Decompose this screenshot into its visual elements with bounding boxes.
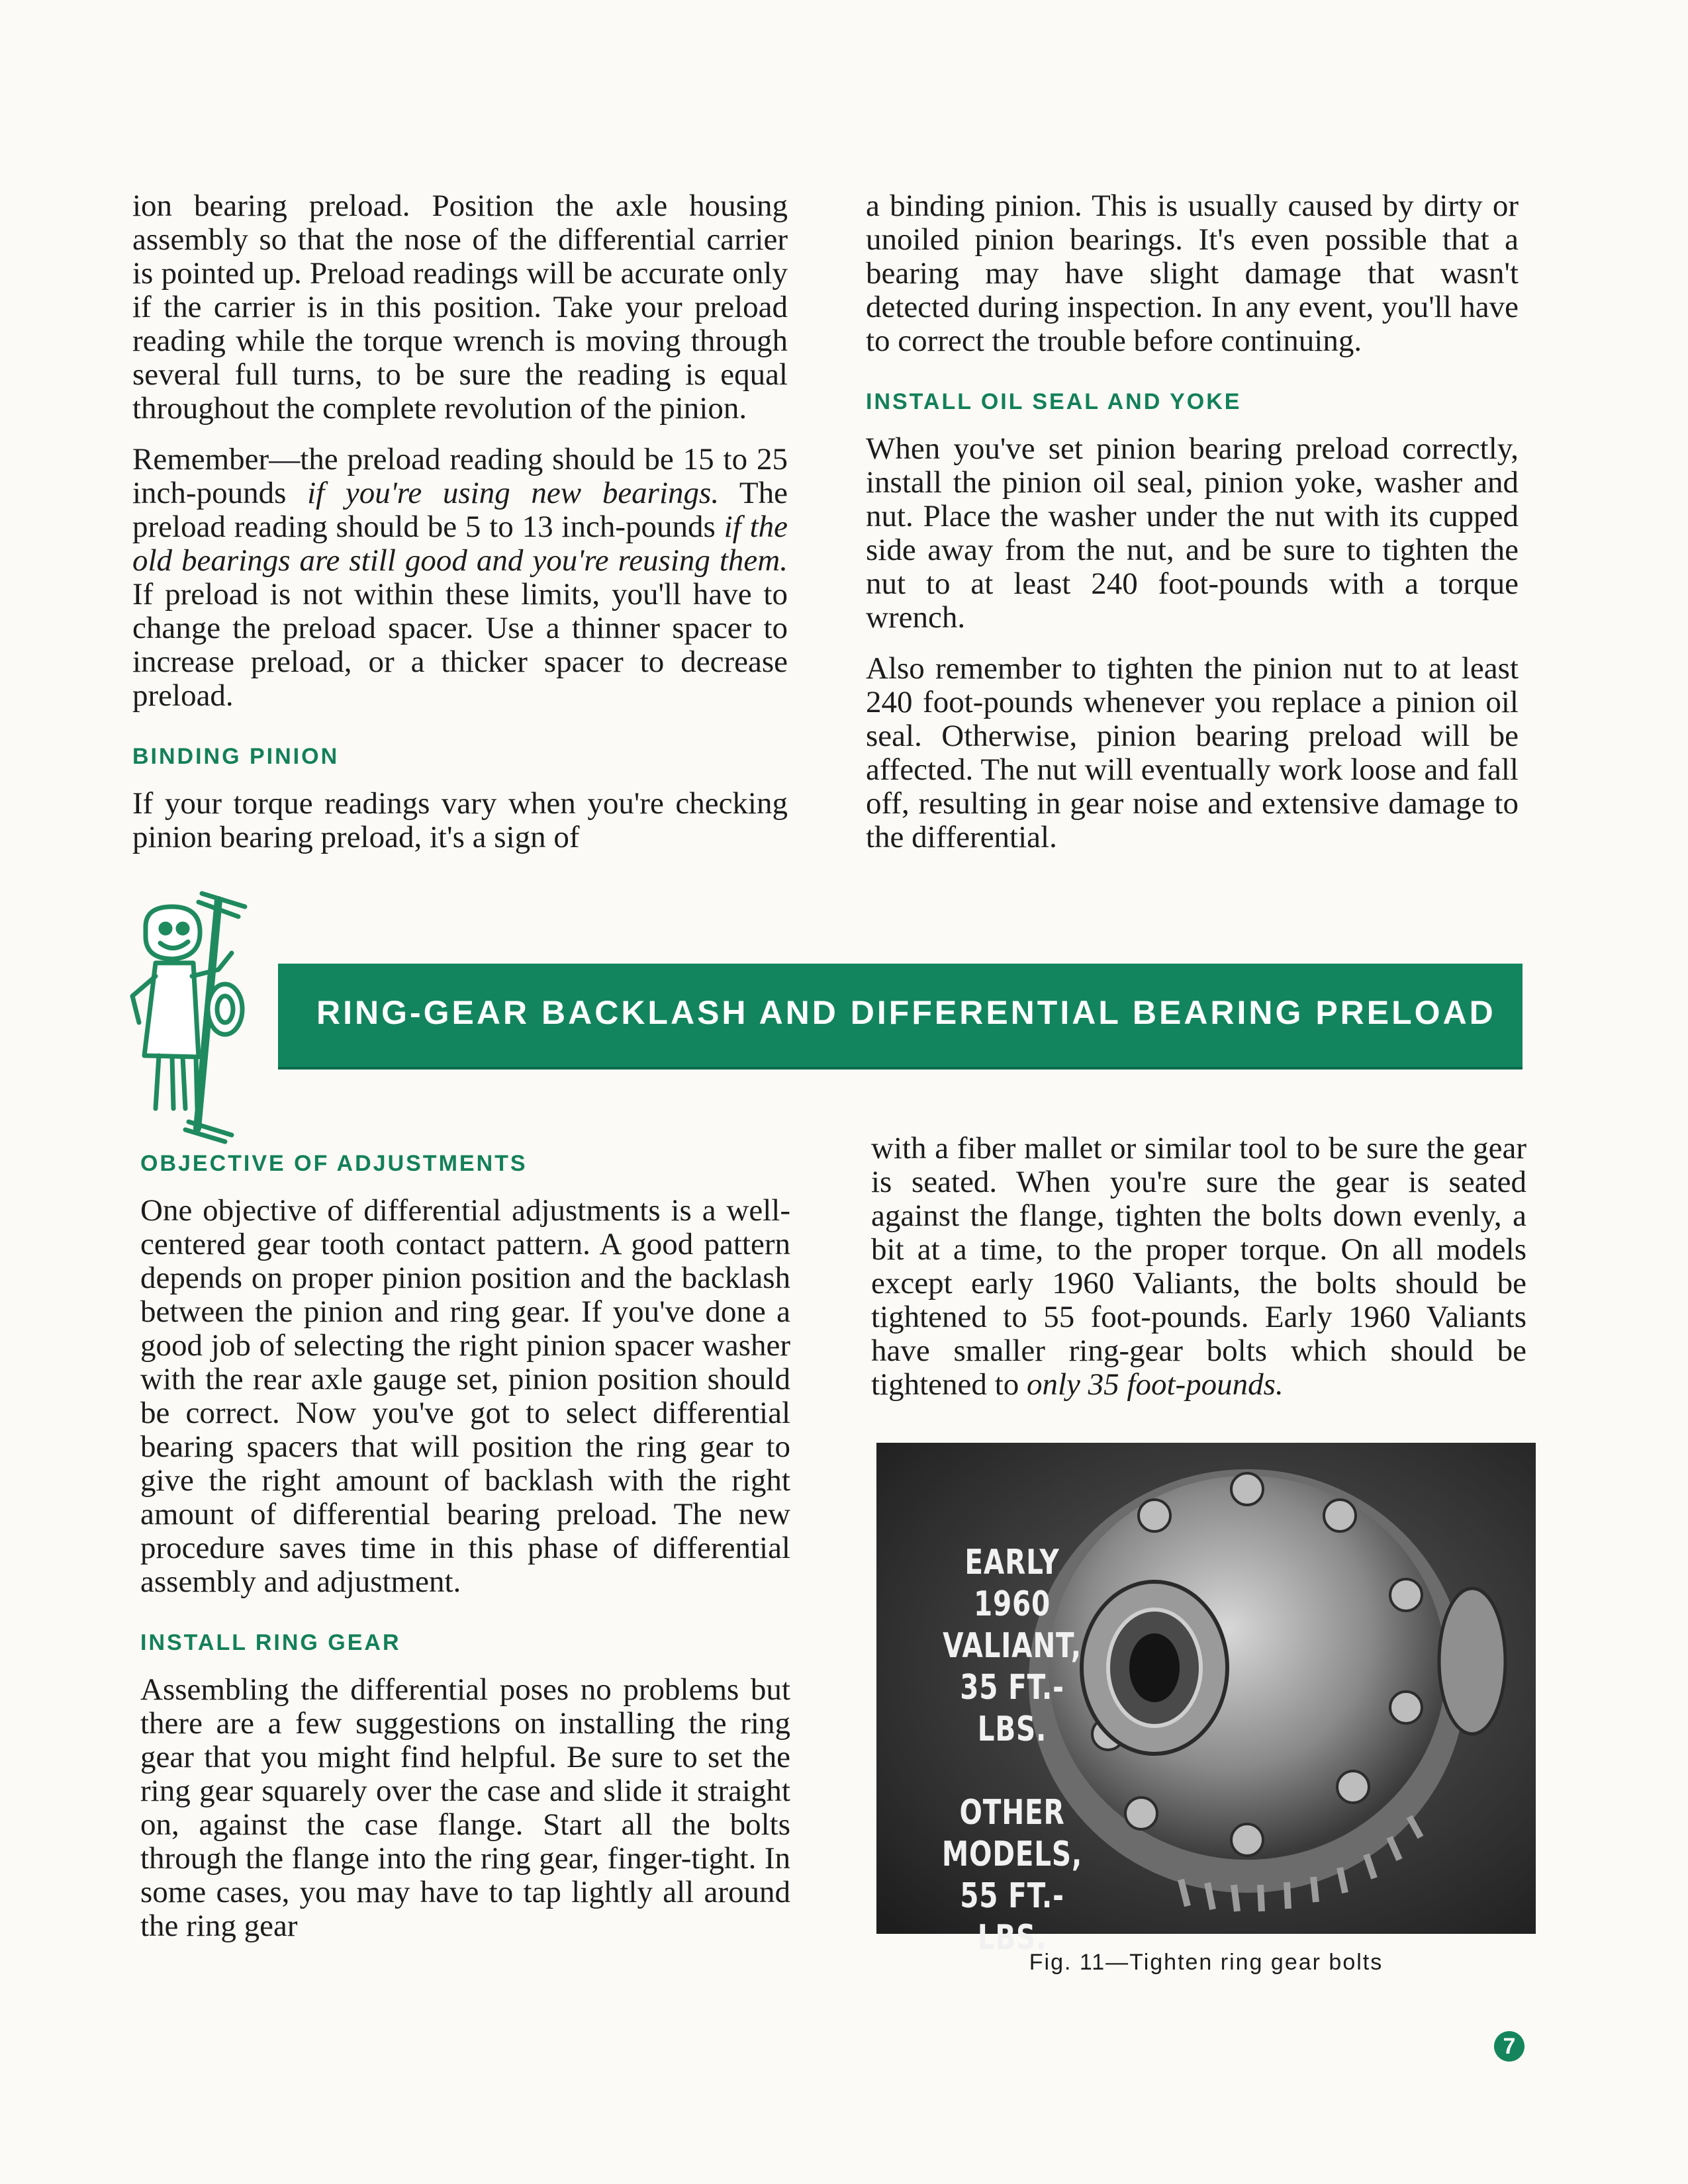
bottom-right-column <box>871 1132 1526 1402</box>
paragraph: Assembling the differential poses no problems but there are a few suggestions on installing the ring gear that you might find helpful. Be sure to set the ring gear squarely over the case and slide it straight on, against the case flange. Start all the bolts through the flange into the ring gear, finger-tight. In some cases, you may have to tap lightly all around the ring gear <box>140 1672 790 1943</box>
paragraph: If your torque readings vary when you're checking pinion bearing preload, it's a sign of <box>132 786 788 854</box>
heading-binding-pinion: BINDING PINION <box>132 744 340 769</box>
text-run: If preload is not within these limits, you'll have to change the preload spacer. Use a thinner spacer to increase preload, or a thicker spacer to decrease preload. <box>132 577 788 713</box>
text-run: Remember—the preload reading should be 15 to 25 inch-pounds <box>132 442 788 510</box>
paragraph-preload-limits <box>132 443 788 713</box>
emphasis-only-35: only 35 foot-pounds. <box>1026 1367 1284 1402</box>
paragraph: When you've set pinion bearing preload correctly, install the pinion oil seal, pinion yoke, washer and nut. Place the washer under the nut with its cupped side away from the nut, and be sure to tighten the nut to at least 240 foot-pounds with a torque wrench. <box>866 432 1519 635</box>
text-run: The preload reading should be 5 to 13 inch-pounds <box>132 476 788 544</box>
heading-objective: OBJECTIVE OF ADJUSTMENTS <box>140 1151 528 1176</box>
heading-install-oil-seal: INSTALL OIL SEAL AND YOKE <box>866 389 1242 414</box>
paragraph: Also remember to tighten the pinion nut to at least 240 foot-pounds whenever you replace a pinion oil seal. Otherwise, pinion bearing preload will be affected. The nut will eventually work loose and fall off, resulting in gear noise and extensive damage to the differential. <box>866 651 1519 854</box>
heading-install-ring-gear: INSTALL RING GEAR <box>140 1630 401 1655</box>
section-banner <box>278 964 1523 1069</box>
paragraph: a binding pinion. This is usually caused by dirty or unoiled pinion bearings. It's even possible that a bearing may have slight damage that wasn't detected during inspection. In any event, you'll have to correct the trouble before continuing. <box>866 189 1519 358</box>
paragraph: ion bearing preload. Position the axle housing assembly so that the nose of the differential carrier is pointed up. Preload readings will be accurate only if the carrier is in this position. Take your preload reading while the torque wrench is moving through several full turns, to be sure the reading is equal throughout the complete revolution of the pinion. <box>132 189 788 426</box>
emphasis-new-bearings: if you're using new bearings. <box>307 476 720 510</box>
figure-caption: Fig. 11—Tighten ring gear bolts <box>1029 1950 1383 1975</box>
emphasis-old-bearings: if the old bearings are still good and you're reusing them. <box>132 510 788 578</box>
figure-photo-ring-gear <box>876 1443 1536 1958</box>
photo-overlay-text: EARLY 1960 VALIANT, 35 FT.-LBS. OTHER MODELS, 55 FT.-LBS. <box>941 1543 1083 1958</box>
bottom-left-column <box>140 1150 790 1943</box>
top-right-column <box>866 189 1519 854</box>
section-title: RING-GEAR BACKLASH AND DIFFERENTIAL BEARING PRELOAD <box>316 994 1496 1031</box>
top-left-column <box>132 189 788 854</box>
text-run: with a fiber mallet or similar tool to be sure the gear is seated. When you're sure the gear is seated against the flange, tighten the bolts down evenly, a bit at a time, to the proper torque. On all models except early 1960 Valiants, the bolts should be tightened to 55 foot-pounds. Early 1960 Valiants have smaller ring-gear bolts which should be tightened to <box>871 1131 1526 1402</box>
paragraph-torque <box>871 1132 1526 1402</box>
mascot-wrench-illustration <box>119 890 338 1142</box>
paragraph: One objective of differential adjustments is a well-centered gear tooth contact pattern. A good pattern depends on proper pinion position and the backlash between the pinion and ring gear. If you've done a good job of selecting the right pinion spacer washer with the rear axle gauge set, pinion position should be correct. Now you've got to select differential bearing spacers that will position the ring gear to give the right amount of backlash with the right amount of differential bearing preload. The new procedure saves time in this phase of differential assembly and adjustment. <box>140 1193 790 1599</box>
page-number-badge: 7 <box>1494 2031 1524 2062</box>
